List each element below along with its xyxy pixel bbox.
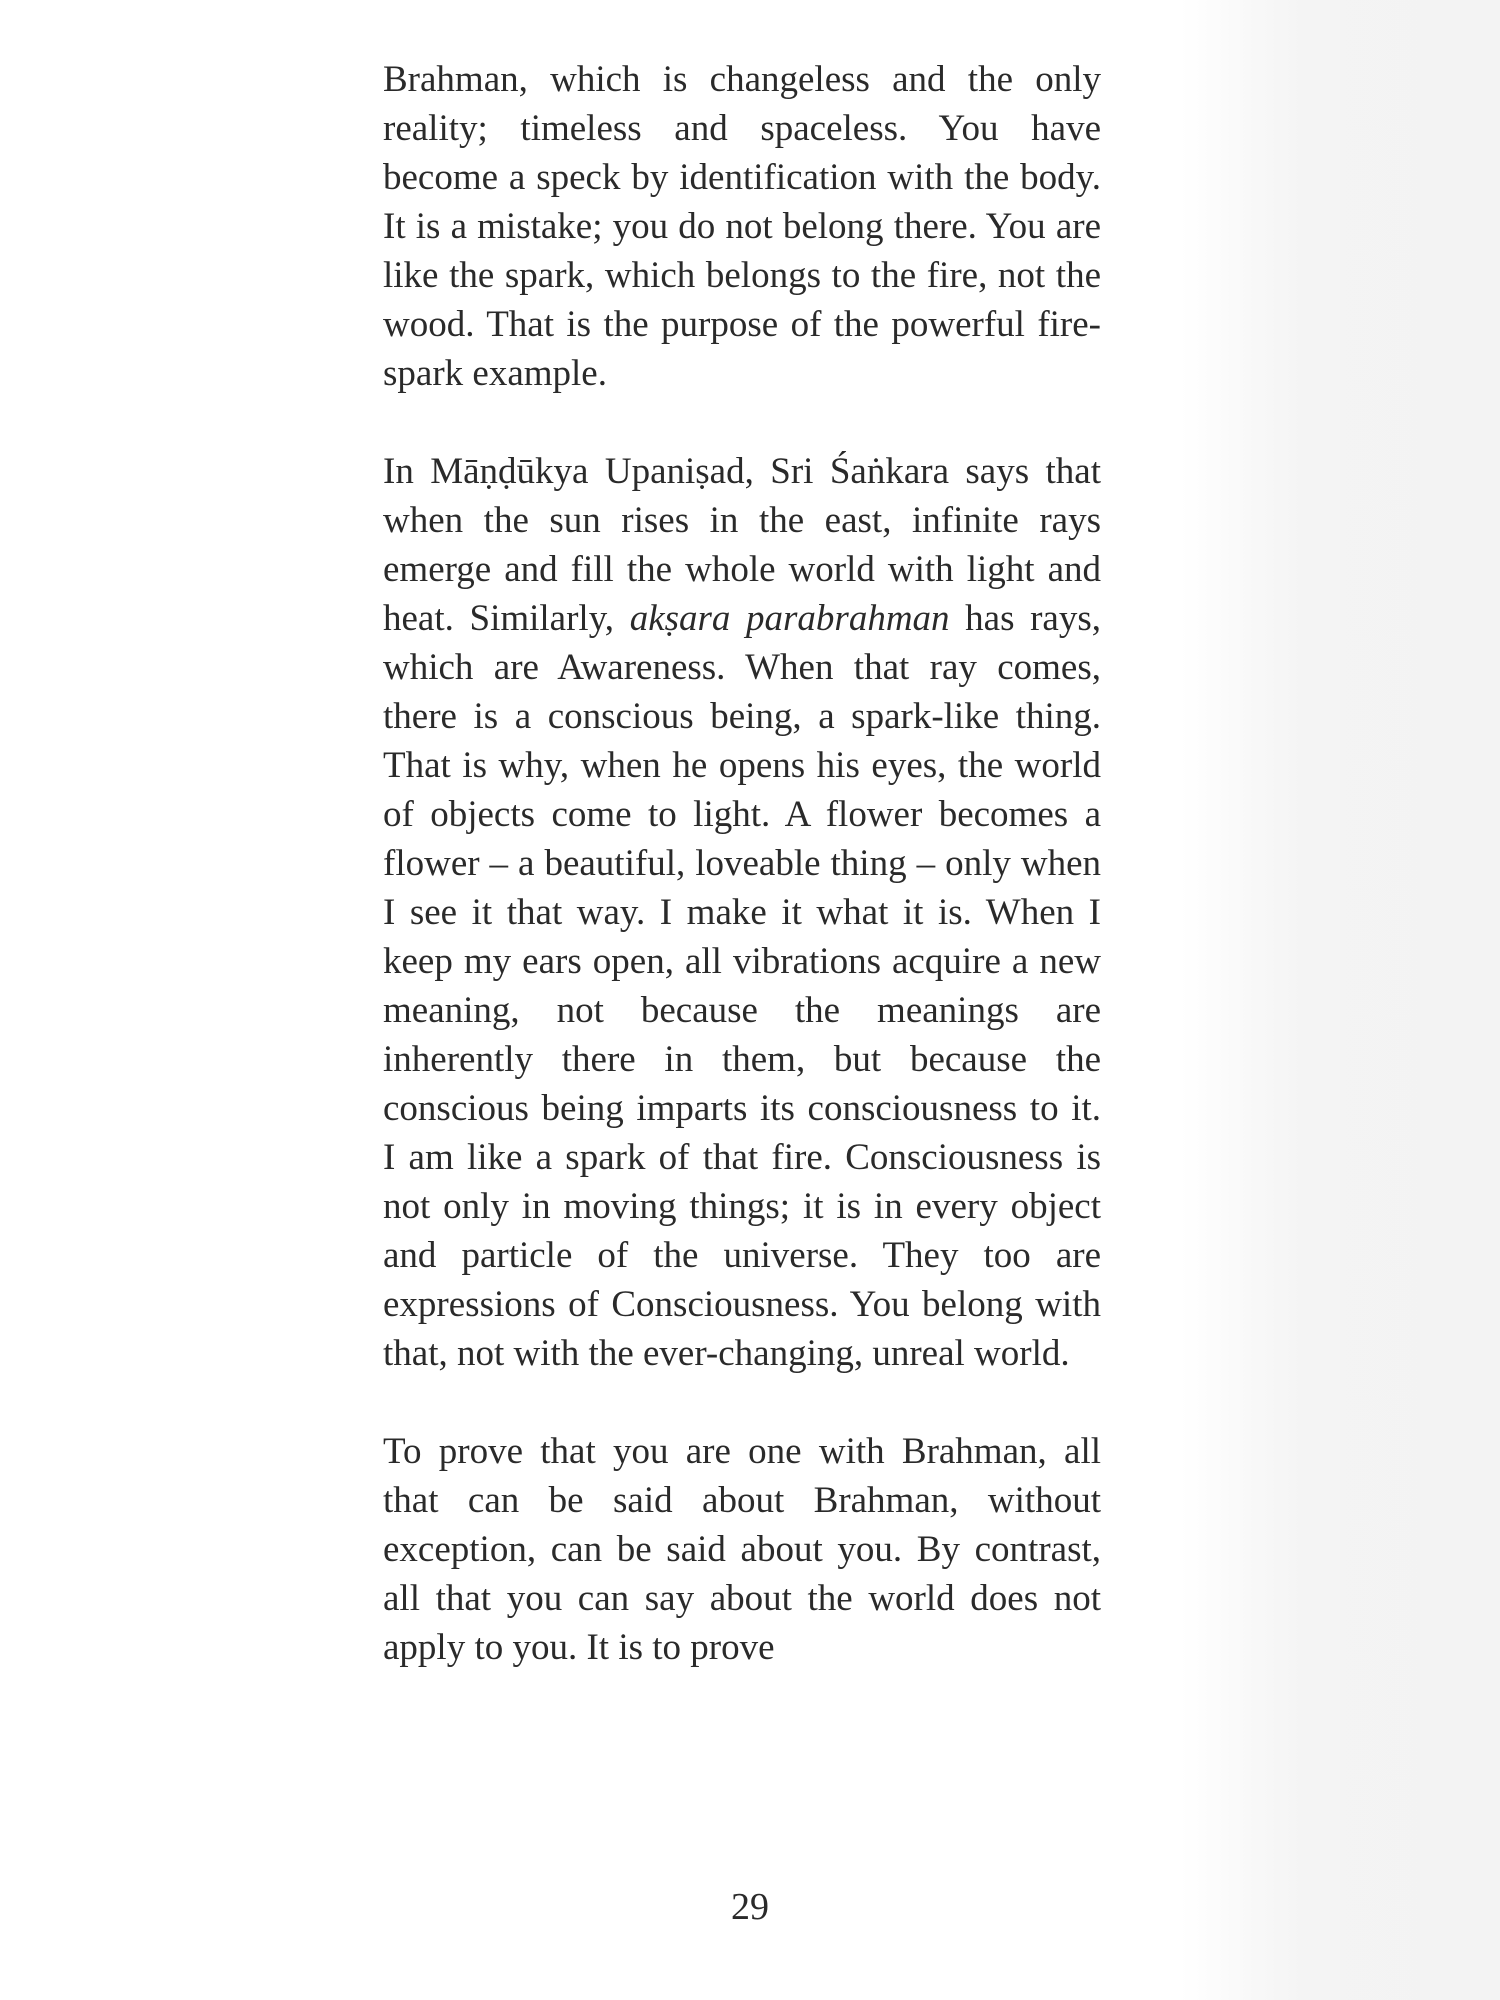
paragraph-3-text: To prove that you are one with Brahman, all that can be said about Brahman, without exception, can be said about you. By contrast, all that you can say about the world does not apply to you. It is to prove — [383, 1431, 1101, 1668]
page-number: 29 — [731, 1886, 769, 1928]
paragraph-2 — [383, 447, 1101, 1378]
paragraph-2-italic-term: akṣara parabrahman — [629, 598, 950, 639]
paragraph-2-text-after: has rays, which are Awareness. When that ray comes, there is a conscious being, a spark-like thing. That is why, when he opens his eyes, the world of objects come to light. A flower becomes a flower – a beautiful, loveable thing – only when I see it that way. I make it what it is. When I keep my ears open, all vibrations acquire a new meaning, not because the meanings are inherently there in them, but because the conscious being imparts its consciousness to it. I am like a spark of that fire. Consciousness is not only in moving things; it is in every object and particle of the universe. They too are expressions of Consciousness. You belong with that, not with the ever-changing, unreal world. — [383, 598, 1101, 1374]
text-column — [383, 55, 1101, 1672]
paragraph-2-text-before: In Māṇḍūkya Upaniṣad, Sri Śaṅkara says that when the sun rises in the east, infinite rays emerge and fill the whole world with light and heat. Similarly, — [383, 451, 1101, 639]
paragraph-3 — [383, 1427, 1101, 1672]
paragraph-1 — [383, 55, 1101, 398]
page-edge-shadow — [1180, 0, 1500, 2000]
paragraph-1-text: Brahman, which is changeless and the only reality; timeless and spaceless. You have become a speck by identification with the body. It is a mistake; you do not belong there. You are like the spark, which belongs to the fire, not the wood. That is the purpose of the powerful fire-spark example. — [383, 59, 1101, 394]
